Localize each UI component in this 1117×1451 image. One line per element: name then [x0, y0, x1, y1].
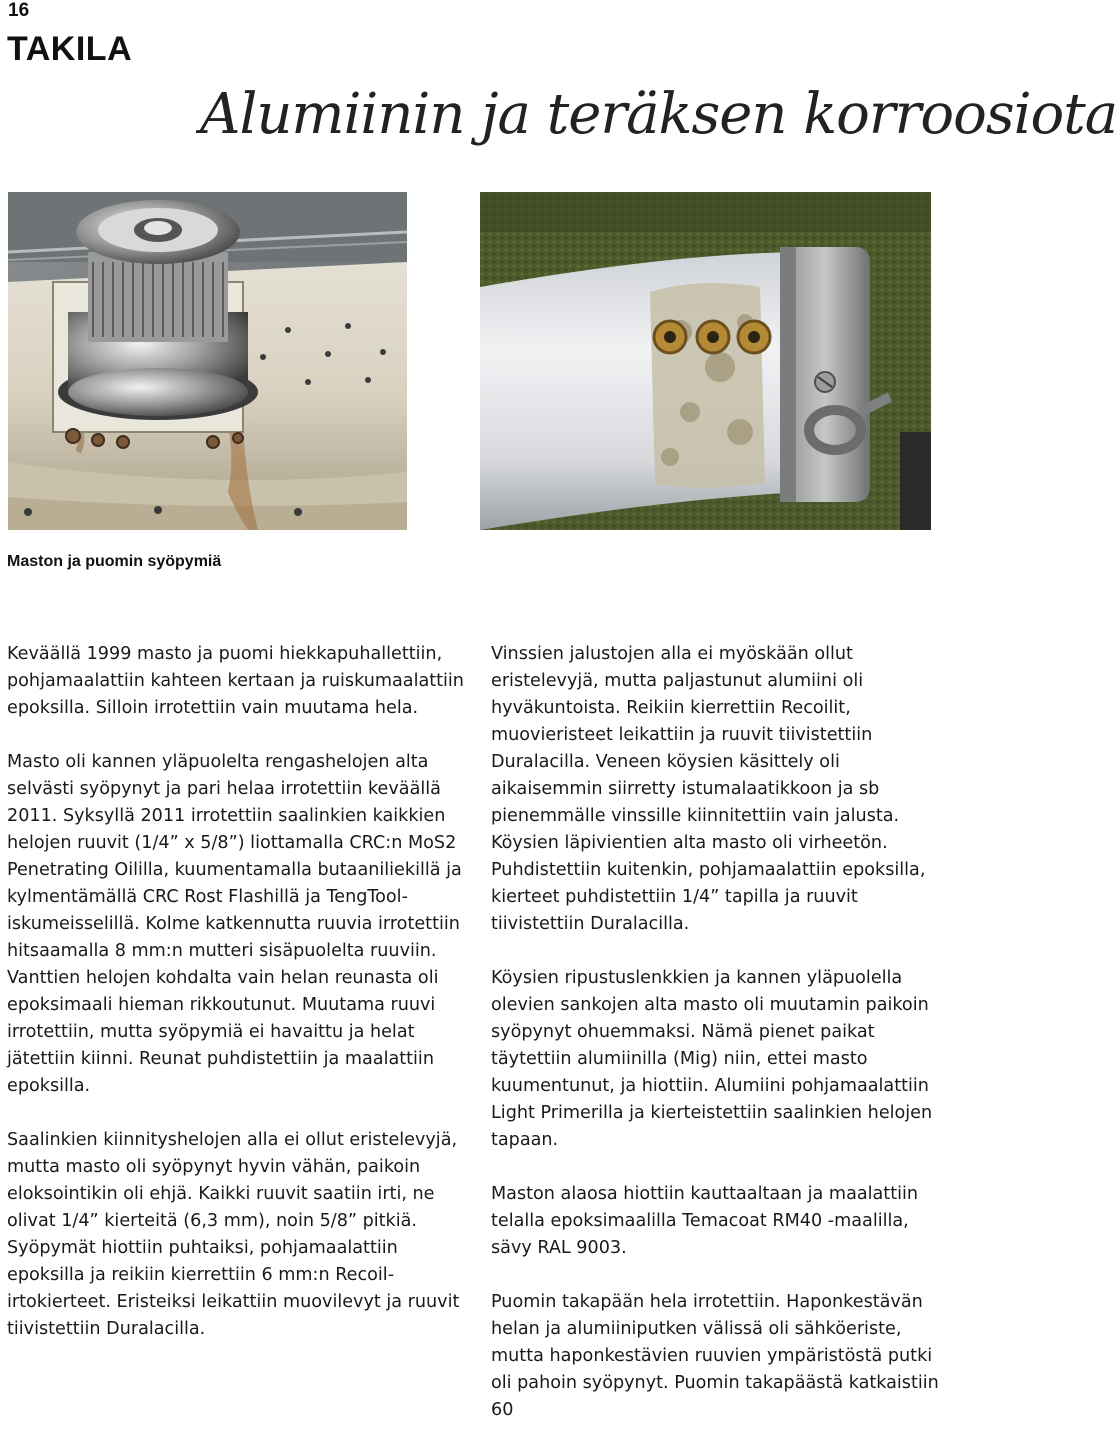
winch-base-photo: [8, 192, 407, 530]
boom-end-photo: [480, 192, 931, 530]
right-paragraph: Maston alaosa hiottiin kauttaaltaan ja maalattiin telalla epoksimaalilla Temacoat RM40 -maalilla, sävy RAL 9003.: [491, 1184, 919, 1258]
right-paragraph: Köysien ripustuslenkkien ja kannen yläpuolella olevien sankojen alta masto oli muutamin paikoin syöpynyt ohuemmaksi. Nämä pienet paikat täytettiin alumiinilla (Mig) niin, ettei masto kuumentunut, ja hiottiin. Alumiini pohjamaalattiin Light Primerilla ja kierteistettiin saalinkien helojen tapaan.: [491, 968, 933, 1150]
left-paragraph: Keväällä 1999 masto ja puomi hiekkapuhallettiin, pohjamaalattiin kahteen kertaan ja ruiskumaalattiin epoksilla. Silloin irrotettiin vain muutama hela.: [7, 644, 464, 718]
left-paragraph: Saalinkien kiinnityshelojen alla ei ollut eristelevyjä, mutta masto oli syöpynyt hyvin vähän, paikoin eloksointikin oli ehjä. Kaikki ruuvit saatiin irti, ne olivat 1/4” kierteitä (6,3 mm), noin 5/8” pitkiä. Syöpymät hiottiin puhtaiksi, pohjamaalattiin epoksilla ja reikiin kierrettiin 6 mm:n Recoil-irtokierteet. Eristeiksi leikattiin muovilevyt ja ruuvit tiivistettiin Duralacilla.: [7, 1130, 460, 1339]
right-paragraph: Puomin takapään hela irrotettiin. Haponkestävän helan ja alumiiniputken välissä oli sähköeriste, mutta haponkestävien ruuvien ympäristöstä putki oli pahoin syöpynyt. Puomin takapäästä katkaistiin 60: [491, 1292, 939, 1420]
right-paragraph: Vinssien jalustojen alla ei myöskään ollut eristelevyjä, mutta paljastunut alumiini oli hyväkuntoista. Reikiin kierrettiin Recoilit, muovieristeet leikattiin ja ruuvit tiivistettiin Duralacilla. Veneen köysien käsittely oli aikaisemmin siirretty istumalaatikkoon ja sb pienemmälle vinssille kiinnitettiin vain jalusta. Köysien läpivientien alta masto oli virheetön. Puhdistettiin kuitenkin, pohjamaalattiin epoksilla, kierteet puhdistettiin 1/4” tapilla ja ruuvit tiivistettiin Duralacilla.: [491, 644, 926, 934]
left-column: [7, 641, 465, 1370]
left-paragraph: Masto oli kannen yläpuolelta rengashelojen alta selvästi syöpynyt ja pari helaa irrotettiin keväällä 2011. Syksyllä 2011 irrotettiin saalinkien kaikkien helojen ruuvit (1/4” x 5/8”) liottamalla CRC:n MoS2 Penetrating Oililla, kuumentamalla butaaniliekillä ja kylmentämällä CRC Rost Flashillä ja TengTool-iskumeisselillä. Kolme katkennutta ruuvia irrotettiin hitsaamalla 8 mm:n mutteri sisäpuolelta ruuviin. Vanttien helojen kohdalta vain helan reunasta oli epoksimaali hieman rikkoutunut. Muutama ruuvi irrotettiin, mutta syöpymiä ei havaittu ja helat jätettiin kiinni. Reunat puhdistettiin ja maalattiin epoksilla.: [7, 752, 462, 1096]
right-column: [491, 641, 953, 1451]
page-number: 16: [8, 0, 30, 21]
section-title: TAKILA: [7, 30, 133, 68]
article-title: Alumiinin ja teräksen korroosiota: [200, 82, 1117, 147]
photo-caption: Maston ja puomin syöpymiä: [7, 553, 222, 570]
